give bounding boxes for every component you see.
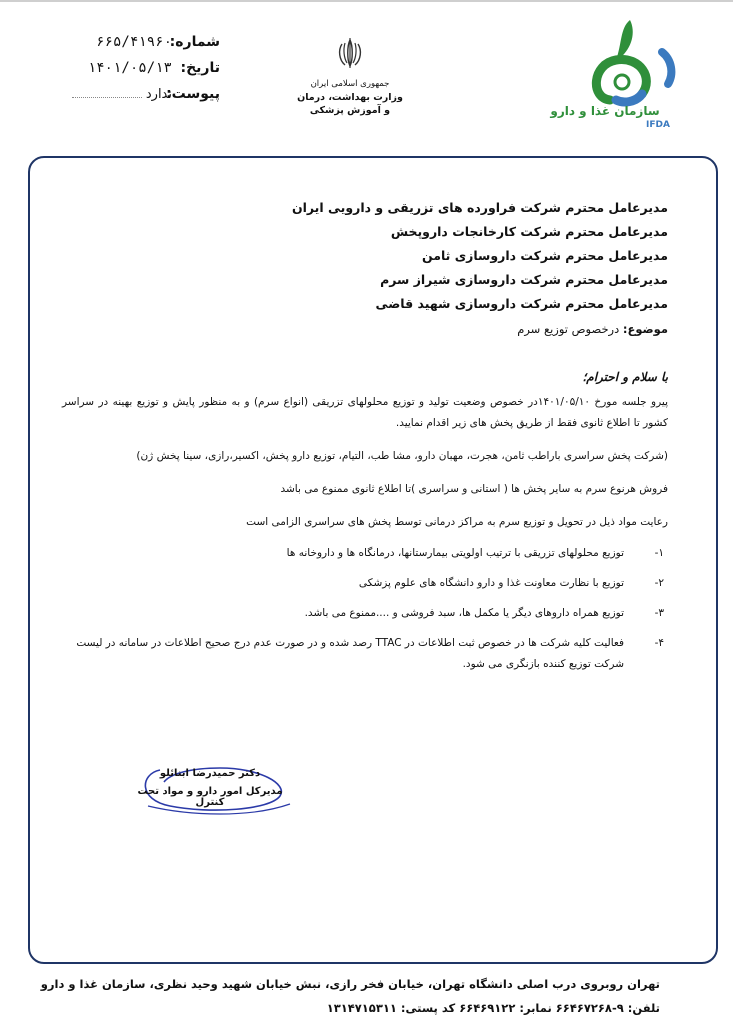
list-item: [62, 633, 668, 675]
iran-emblem-icon: [333, 36, 367, 70]
list-item: [62, 543, 668, 564]
attachment-value: ندارد: [145, 87, 172, 102]
ministry-line-2: وزارت بهداشت، درمان: [297, 92, 403, 103]
list-item-text: توزیع محلولهای تزریقی با ترتیب اولویتی بیمارستانها، درمانگاه ها و داروخانه ها: [286, 547, 624, 559]
list-item: [62, 573, 668, 594]
list-item-number: ۳-: [654, 607, 664, 619]
paragraph-1: پیرو جلسه مورخ ۱۴۰۱/۰۵/۱۰در خصوص وضعیت تولید و توزیع محلولهای تزریقی (انواع سرم) و به منظور پایش و توزیع بهینه در سراسر کشور تا اطلاع ثانوی فقط از طریق پخش های زیر اقدام نمایید.: [62, 396, 668, 429]
subject-label: موضوع:: [622, 322, 668, 336]
ifda-logo: [550, 14, 700, 134]
footer-contact: تلفن: ۹-۶۶۴۶۷۲۶۸ نمابر: ۶۶۴۶۹۱۲۲ کد پستی: ۱۳۱۴۷۱۵۳۱۱: [326, 1001, 660, 1015]
number-row: [60, 34, 220, 60]
requirements-list: [62, 543, 668, 675]
signer-title: مدیرکل امور دارو و مواد تحت کنترل: [137, 786, 283, 808]
list-item-number: ۱-: [654, 547, 664, 559]
addressee-2: مدیرعامل محترم شرکت کارخانجات داروپخش: [390, 224, 668, 239]
date-value: ۱۴۰۱/۰۵/۱۳: [87, 60, 172, 76]
date-label: تاریخ:: [180, 60, 220, 76]
ifda-logo-abbr: IFDA: [646, 120, 670, 130]
ministry-line-1: جمهوری اسلامی ایران: [310, 79, 390, 89]
list-item-number: ۲-: [654, 577, 664, 589]
addressee-1: مدیرعامل محترم شرکت فراورده های تزریقی و دارویی ایران: [291, 200, 668, 215]
attachment-row: [60, 86, 220, 112]
top-border-line: [0, 0, 733, 2]
ministry-header: [290, 36, 410, 117]
number-value: ۶۶۵/۴۱۹۶۰: [96, 34, 172, 50]
letter-body: [62, 196, 668, 675]
number-label: شماره:: [169, 34, 220, 50]
list-item-text: فعالیت کلیه شرکت ها در خصوص ثبت اطلاعات در TTAC رصد شده و در صورت عدم درج صحیح اطلاعات در سامانه در لیست شرکت توزیع کننده بازنگری می شود.: [76, 637, 624, 670]
paragraph-2: (شرکت پخش سراسری باراطب ثامن، هجرت، مهبان دارو، مشا طب، التیام، توزیع دارو پخش، اکسیر،رازی، سینا پخش ژن): [136, 450, 668, 462]
attachment-dotted-line: [72, 97, 142, 98]
list-item-text: توزیع همراه داروهای دیگر یا مکمل ها، سبد فروشی و ....ممنوع می باشد.: [304, 607, 624, 619]
addressee-3: مدیرعامل محترم شرکت داروسازی ثامن: [421, 248, 668, 263]
addressee-5: مدیرعامل محترم شرکت داروسازی شهید قاضی: [375, 296, 668, 311]
signer-name: دکتر حمیدرضا ابنائلو: [159, 768, 261, 779]
list-item-text: توزیع با نظارت معاونت غذا و دارو دانشگاه های علوم پزشکی: [358, 577, 624, 589]
letter-footer: [40, 972, 660, 1020]
date-row: [60, 60, 220, 86]
paragraph-4: رعایت مواد ذیل در تحویل و توزیع سرم به مراکز درمانی توسط پخش های سراسری الزامی است: [246, 516, 668, 528]
list-item-number: ۴-: [654, 637, 664, 649]
signature-block: [130, 760, 300, 820]
list-item: [62, 603, 668, 624]
ifda-logo-icon: [550, 14, 700, 114]
subject-line: [62, 322, 668, 336]
ifda-logo-text: سازمان غذا و دارو: [550, 104, 660, 118]
paragraph-3: فروش هرنوع سرم به سایر پخش ها ( استانی و سراسری )تا اطلاع ثانوی ممنوع می باشد: [280, 483, 668, 495]
addressee-4: مدیرعامل محترم شرکت داروسازی شیراز سرم: [380, 272, 668, 287]
letter-meta: [60, 34, 220, 112]
subject-text: درخصوص توزیع سرم: [517, 322, 620, 336]
ministry-line-3: و آموزش پزشکی: [309, 105, 391, 116]
greeting: با سلام و احترام؛: [582, 370, 668, 384]
attachment-label: پیوست:: [166, 86, 220, 102]
footer-address: تهران روبروی درب اصلی دانشگاه تهران، خیابان فخر رازی، نبش خیابان شهید وحید نظری، سازمان غذا و دارو: [40, 977, 660, 991]
